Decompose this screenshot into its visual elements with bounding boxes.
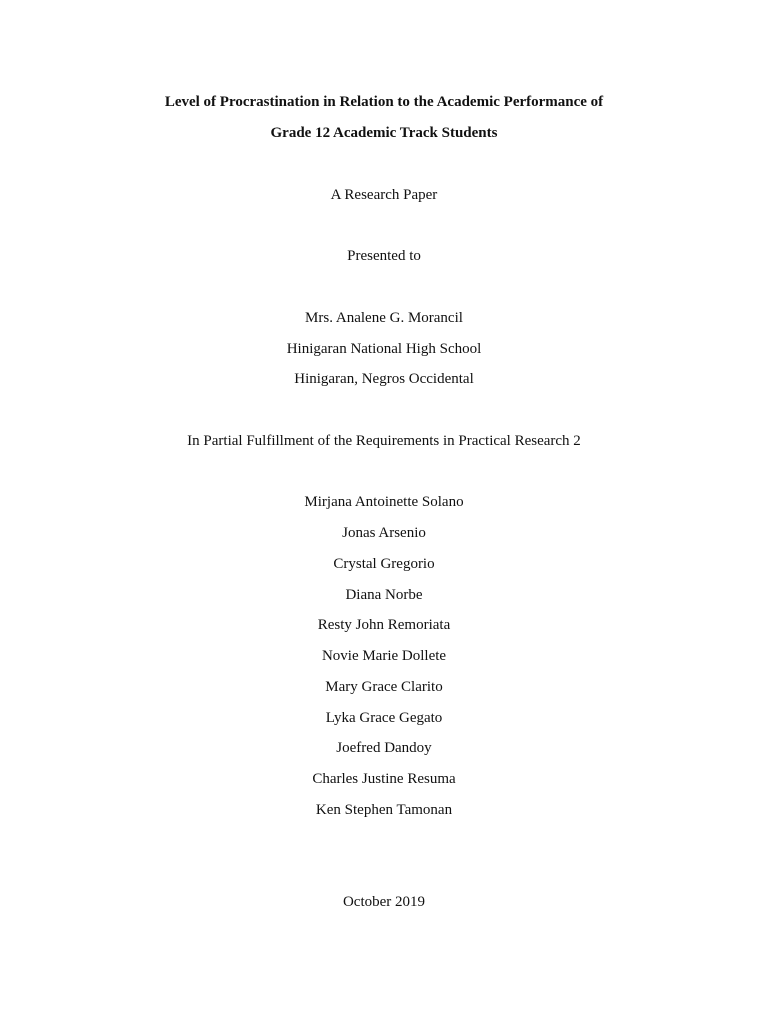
author-name: Charles Justine Resuma — [312, 771, 456, 787]
title-line-1: Level of Procrastination in Relation to the Academic Performance of — [164, 94, 604, 110]
author-name: Ken Stephen Tamonan — [315, 802, 453, 818]
presented-to-label: Presented to — [347, 248, 421, 264]
author-name: Mary Grace Clarito — [325, 679, 443, 695]
recipient-school: Hinigaran National High School — [286, 341, 482, 357]
title-line-2: Grade 12 Academic Track Students — [270, 125, 498, 141]
author-name: Joefred Dandoy — [336, 740, 432, 756]
author-name: Mirjana Antoinette Solano — [304, 494, 464, 510]
author-name: Lyka Grace Gegato — [325, 710, 443, 726]
author-name: Crystal Gregorio — [333, 556, 435, 572]
recipient-name: Mrs. Analene G. Morancil — [305, 310, 463, 326]
submission-date: October 2019 — [342, 894, 426, 910]
author-name: Diana Norbe — [345, 587, 423, 603]
author-name: Resty John Remoriata — [317, 617, 451, 633]
author-name: Jonas Arsenio — [342, 525, 426, 541]
document-type: A Research Paper — [330, 187, 438, 203]
author-name: Novie Marie Dollete — [321, 648, 447, 664]
fulfillment-statement: In Partial Fulfillment of the Requirements in Practical Research 2 — [187, 433, 581, 449]
recipient-location: Hinigaran, Negros Occidental — [294, 371, 474, 387]
